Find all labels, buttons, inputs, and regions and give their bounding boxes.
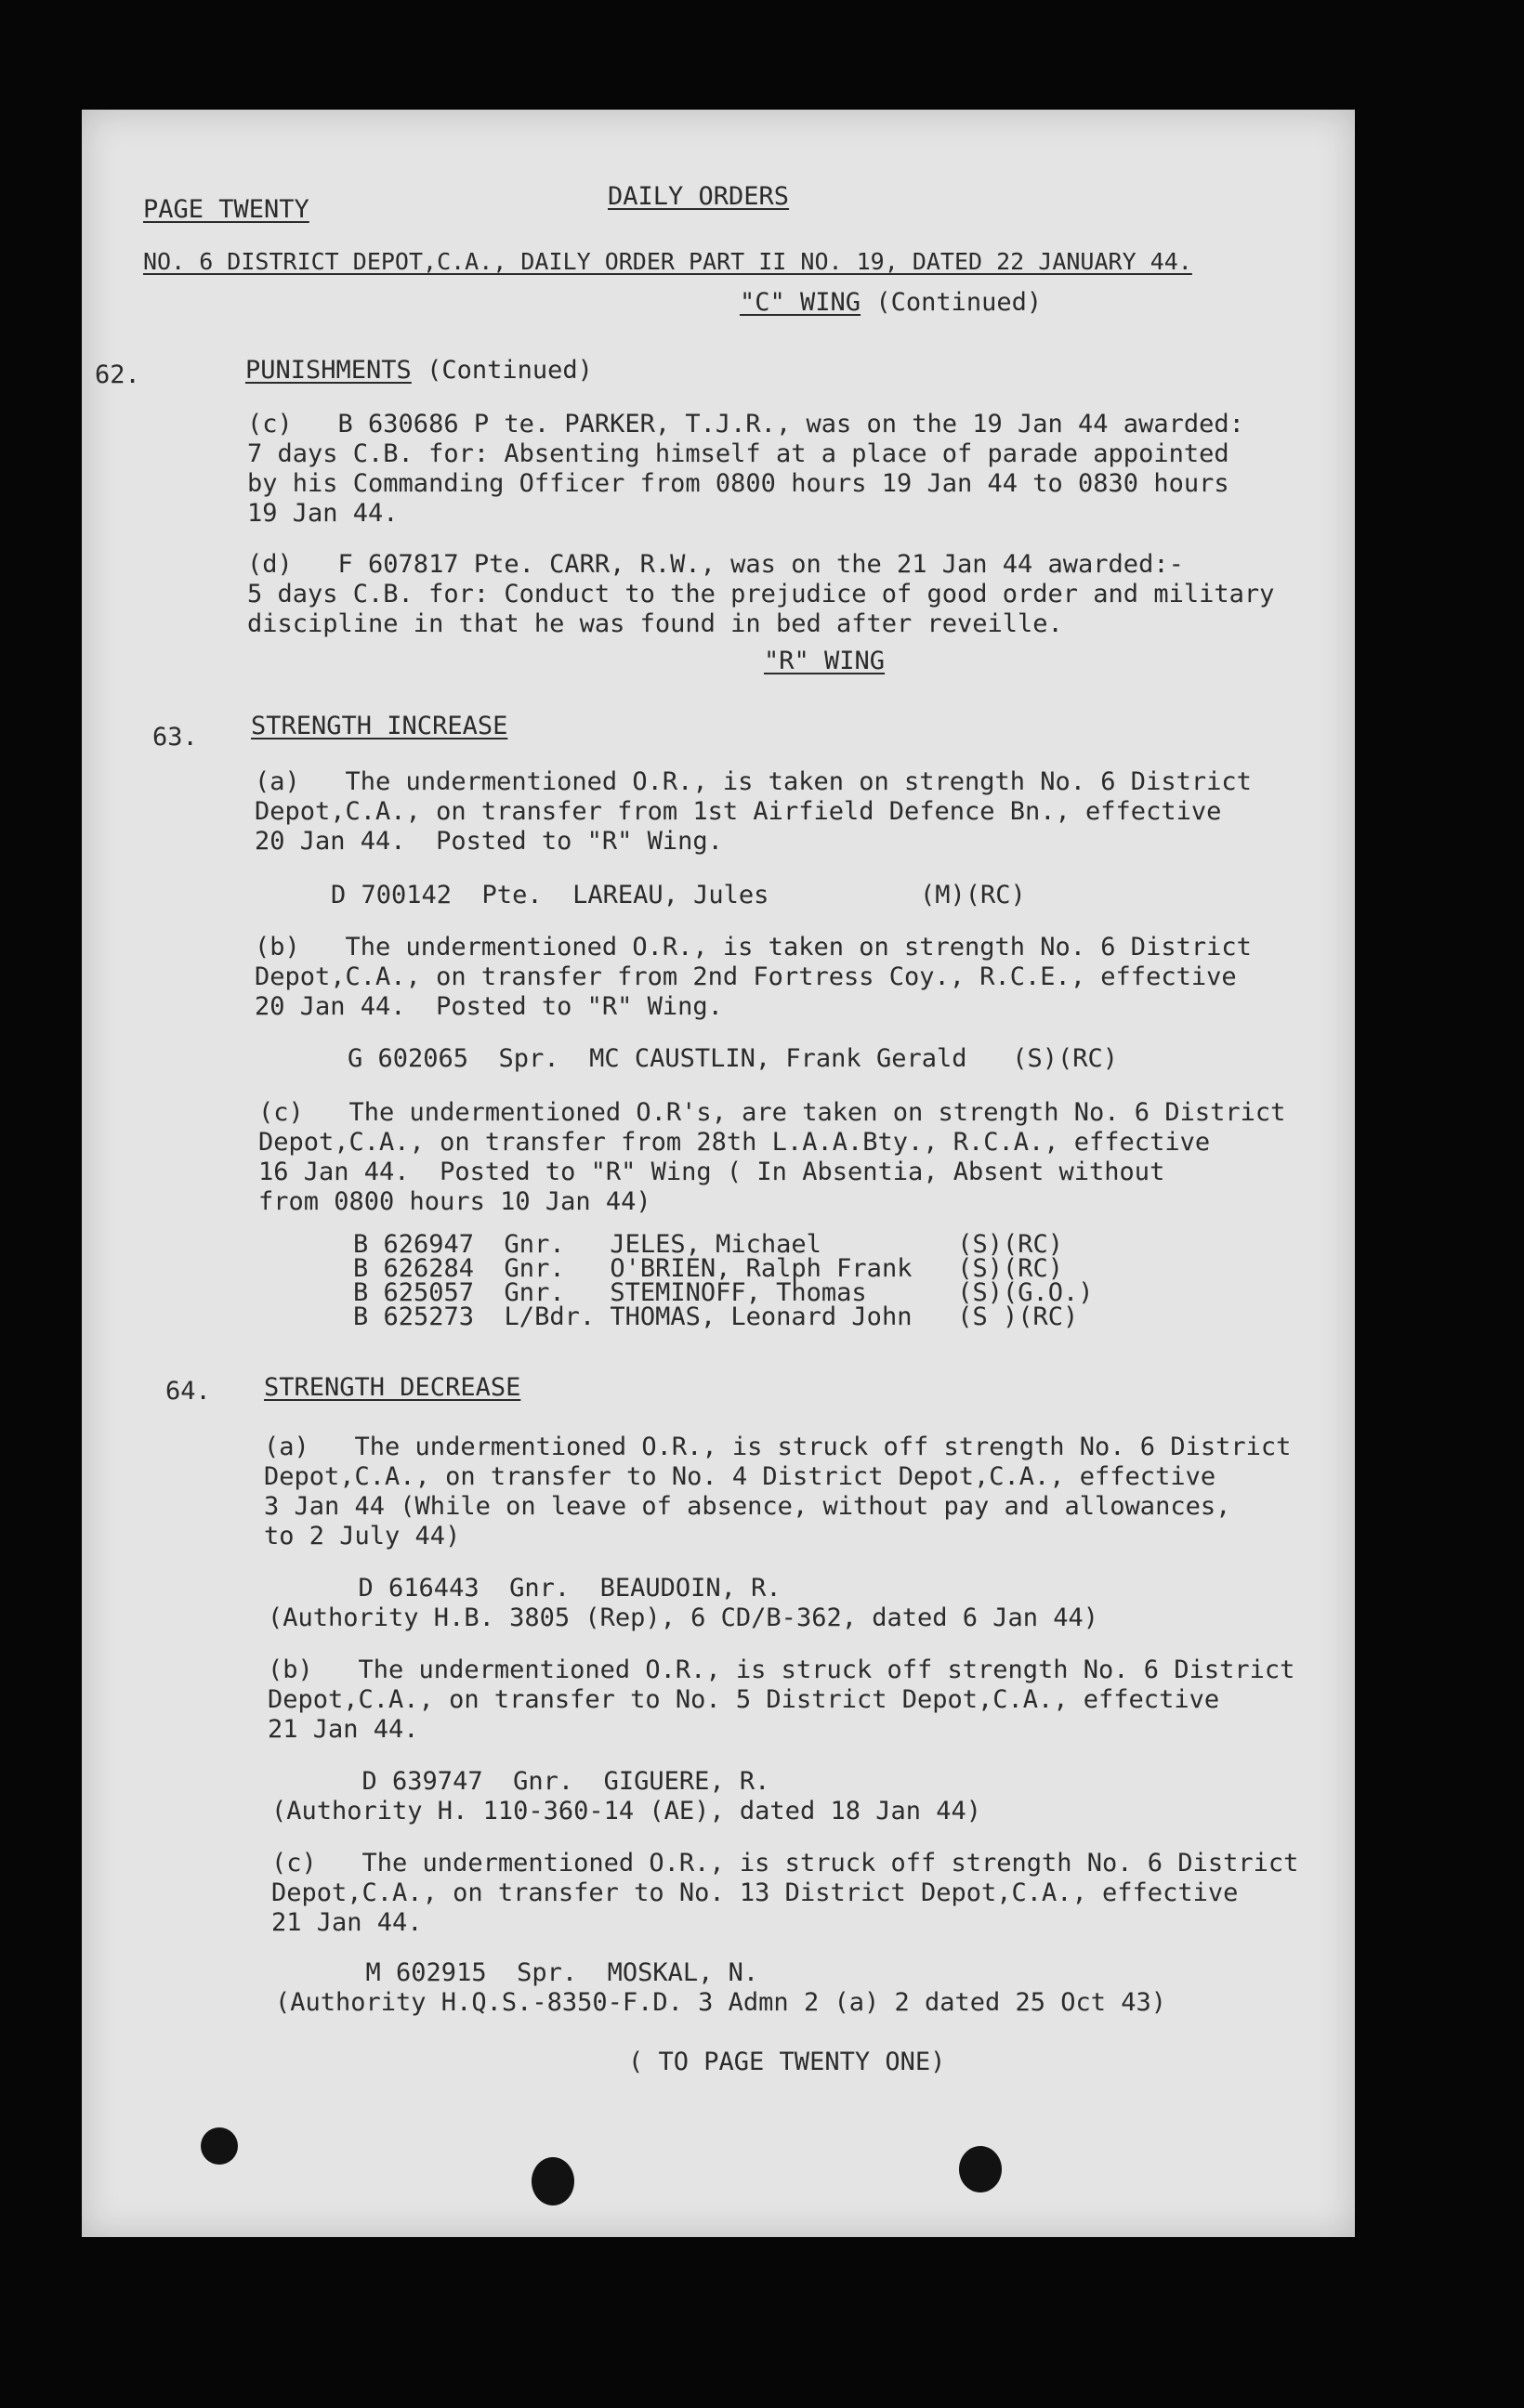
wing-label: "C" WING (740, 288, 861, 317)
section-64-c-line: 21 Jan 44. (271, 1908, 423, 1937)
section-62-note: (Continued) (427, 356, 593, 385)
wing-r-heading: "R" WING (764, 647, 886, 675)
section-62-d-line: discipline in that he was found in bed after reveille. (247, 609, 1063, 638)
section-62-number: 62. (95, 360, 140, 389)
section-64-a-line: (a) The undermentioned O.R., is struck off strength No. 6 District (264, 1433, 1292, 1461)
section-63-c-line: Depot,C.A., on transfer from 28th L.A.A.Bty., R.C.A., effective (258, 1128, 1211, 1157)
section-64-a-line: Depot,C.A., on transfer to No. 4 District Depot,C.A., effective (264, 1462, 1216, 1491)
section-64-b-line: 21 Jan 44. (268, 1715, 419, 1744)
section-64-b-line: Depot,C.A., on transfer to No. 5 District Depot,C.A., effective (268, 1685, 1220, 1714)
section-63-b-line: Depot,C.A., on transfer from 2nd Fortress Coy., R.C.E., effective (255, 962, 1237, 991)
section-64-c-authority: (Authority H.Q.S.-8350-F.D. 3 Admn 2 (a) 2 dated 25 Oct 43) (275, 1988, 1167, 2017)
section-63-b-line: 20 Jan 44. Posted to "R" Wing. (255, 992, 723, 1021)
section-64-c-person: M 602915 Spr. MOSKAL, N. (275, 1958, 759, 1987)
section-63-c-person: B 625273 L/Bdr. THOMAS, Leonard John (S )(RC) (353, 1302, 1079, 1331)
section-64-heading: STRENGTH DECREASE (264, 1373, 521, 1402)
section-62-c-line: 7 days C.B. for: Absenting himself at a place of parade appointed (247, 439, 1229, 468)
document-title: DAILY ORDERS (608, 182, 790, 211)
section-63-a-line: (a) The undermentioned O.R., is taken on strength No. 6 District (255, 767, 1252, 796)
wing-heading (740, 288, 1042, 318)
section-64-a-line: to 2 July 44) (264, 1522, 461, 1551)
section-64-a-line: 3 Jan 44 (While on leave of absence, without pay and allowances, (264, 1492, 1231, 1521)
continued-footer: ( TO PAGE TWENTY ONE) (628, 2048, 946, 2076)
section-62-title: PUNISHMENTS (245, 356, 412, 385)
section-63-c-line: (c) The undermentioned O.R's, are taken on strength No. 6 District (258, 1098, 1286, 1127)
section-63-c-line: from 0800 hours 10 Jan 44) (258, 1187, 651, 1216)
punch-hole (959, 2146, 1002, 2192)
section-62-d-line: (d) F 607817 Pte. CARR, R.W., was on the 21 Jan 44 awarded:- (247, 550, 1184, 579)
section-63-c-person: B 625057 Gnr. STEMINOFF, Thomas (S)(G.O.) (353, 1278, 1094, 1307)
section-62-heading (245, 356, 593, 386)
section-62-d-line: 5 days C.B. for: Conduct to the prejudice of good order and military (247, 580, 1275, 609)
section-64-number: 64. (165, 1377, 211, 1406)
section-64-a-person: D 616443 Gnr. BEAUDOIN, R. (268, 1574, 782, 1603)
section-62-c-line: (c) B 630686 P te. PARKER, T.J.R., was on the 19 Jan 44 awarded: (247, 410, 1244, 438)
section-63-b-person: G 602065 Spr. MC CAUSTLIN, Frank Gerald (S)(RC) (348, 1044, 1119, 1073)
punch-hole (532, 2157, 574, 2205)
section-64-b-line: (b) The undermentioned O.R., is struck off strength No. 6 District (268, 1656, 1295, 1684)
section-64-b-authority: (Authority H. 110-360-14 (AE), dated 18 Jan 44) (271, 1797, 982, 1826)
order-line: NO. 6 DISTRICT DEPOT,C.A., DAILY ORDER PART II NO. 19, DATED 22 JANUARY 44. (143, 248, 1192, 275)
document-page (82, 110, 1355, 2237)
section-63-a-line: 20 Jan 44. Posted to "R" Wing. (255, 827, 723, 856)
punch-hole (201, 2127, 238, 2165)
section-63-c-person: B 626284 Gnr. O'BRIEN, Ralph Frank (S)(RC) (353, 1254, 1064, 1283)
section-63-number: 63. (152, 723, 198, 752)
section-63-c-line: 16 Jan 44. Posted to "R" Wing ( In Absentia, Absent without (258, 1158, 1165, 1186)
page-number: PAGE TWENTY (143, 195, 309, 224)
section-64-c-line: Depot,C.A., on transfer to No. 13 District Depot,C.A., effective (271, 1878, 1239, 1907)
section-63-b-line: (b) The undermentioned O.R., is taken on strength No. 6 District (255, 933, 1252, 962)
section-62-c-line: 19 Jan 44. (247, 499, 399, 528)
section-64-b-person: D 639747 Gnr. GIGUERE, R. (271, 1767, 770, 1796)
section-63-c-person: B 626947 Gnr. JELES, Michael (S)(RC) (353, 1230, 1064, 1259)
section-64-c-line: (c) The undermentioned O.R., is struck off strength No. 6 District (271, 1849, 1299, 1878)
section-62-c-line: by his Commanding Officer from 0800 hours 19 Jan 44 to 0830 hours (247, 469, 1229, 498)
section-63-heading: STRENGTH INCREASE (251, 712, 508, 740)
section-63-a-line: Depot,C.A., on transfer from 1st Airfield Defence Bn., effective (255, 797, 1222, 826)
section-64-a-authority: (Authority H.B. 3805 (Rep), 6 CD/B-362, dated 6 Jan 44) (268, 1603, 1099, 1632)
section-63-a-person: D 700142 Pte. LAREAU, Jules (M)(RC) (331, 881, 1026, 910)
wing-note: (Continued) (875, 288, 1043, 317)
